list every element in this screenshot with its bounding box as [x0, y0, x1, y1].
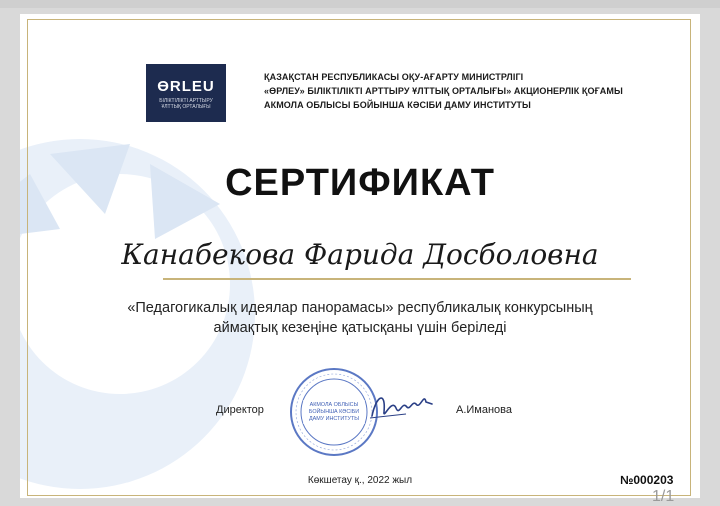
description-line-1: «Педагогикалық идеялар панорамасы» республикалық конкурсының	[127, 300, 593, 316]
certificate-page	[20, 14, 700, 498]
organization-header	[264, 70, 664, 112]
logo-word: ƟRLEU	[157, 78, 215, 95]
certificate-number: №000203	[620, 473, 674, 487]
director-label: Директор	[216, 404, 264, 416]
org-line-ministry: ҚАЗАҚСТАН РЕСПУБЛИКАСЫ ОҚУ-АҒАРТУ МИНИСТРЛІГІ	[264, 72, 524, 82]
place-and-date: Көкшетау қ., 2022 жыл	[307, 475, 413, 486]
certificate-description	[20, 298, 700, 338]
viewer-top-bar	[0, 0, 720, 8]
certificate-title: СЕРТИФИКАТ	[225, 162, 495, 204]
director-signature	[366, 384, 440, 428]
recipient-name: Канабекова Фарида Досболовна	[121, 238, 599, 271]
svg-text:БОЙЫНША КӘСІБИ: БОЙЫНША КӘСІБИ	[308, 409, 360, 415]
page-indicator: 1/1	[652, 488, 675, 505]
svg-text:ДАМУ ИНСТИТУТЫ: ДАМУ ИНСТИТУТЫ	[308, 416, 360, 422]
logo-subtitle-line1: БІЛІКТІЛІКТІ АРТТЫРУ	[159, 98, 213, 104]
org-line-institute: АКМОЛА ОБЛЫСЫ БОЙЫНША КӘСІБИ ДАМУ ИНСТИТУТЫ	[264, 100, 531, 110]
logo-subtitle-line2: ҰЛТТЫҚ ОРТАЛЫҒЫ	[161, 104, 211, 110]
description-line-2: аймақтық кезеңіне қатысқаны үшін беріледі	[213, 320, 507, 336]
orleu-logo	[146, 64, 226, 122]
logo-subtitle	[146, 98, 226, 110]
org-line-center: «ӨРЛЕУ» БІЛІКТІЛІКТІ АРТТЫРУ ҰЛТТЫҚ ОРТАЛЫҒЫ» АКЦИОНЕРЛІК ҚОҒАМЫ	[264, 86, 623, 96]
name-underline	[163, 278, 631, 280]
svg-text:АКМОЛА ОБЛЫСЫ: АКМОЛА ОБЛЫСЫ	[309, 402, 359, 408]
director-name: А.Иманова	[456, 404, 513, 416]
